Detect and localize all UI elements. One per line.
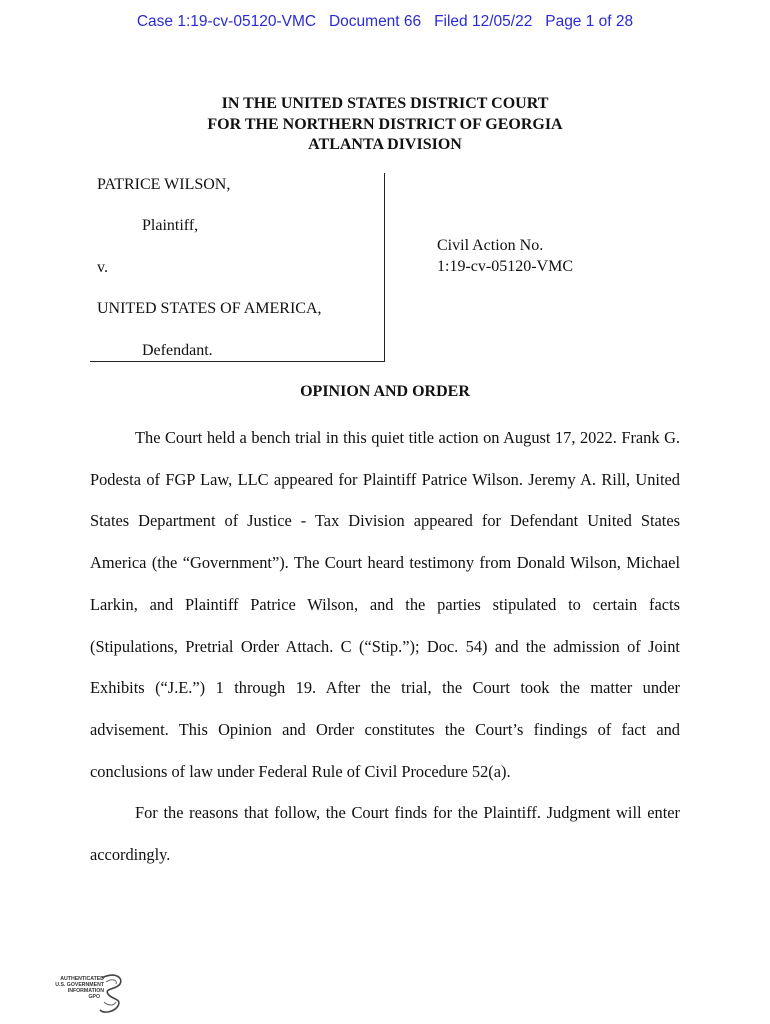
gpo-logo-line-2: U.S. GOVERNMENT [55, 982, 104, 988]
civil-action-number: 1:19-cv-05120-VMC [437, 258, 573, 275]
court-heading-line-1: IN THE UNITED STATES DISTRICT COURT [221, 95, 549, 112]
opinion-body [90, 417, 680, 876]
document-title: OPINION AND ORDER [300, 383, 470, 400]
court-heading-line-2: FOR THE NORTHERN DISTRICT OF GEORGIA [207, 115, 563, 133]
paragraph: For the reasons that follow, the Court finds for the Plaintiff. Judgment will enter accordingly. [90, 803, 680, 865]
gpo-logo-text [44, 976, 104, 1000]
defendant-role: Defendant. [142, 342, 213, 359]
case-header-stamp: Case 1:19-cv-05120-VMC Document 66 Filed 12/05/22 Page 1 of 28 [136, 13, 634, 30]
court-heading-line-3: ATLANTA DIVISION [308, 136, 462, 153]
plaintiff-name: PATRICE WILSON, [97, 176, 231, 193]
gpo-logo-line-4: GPO [88, 994, 100, 1000]
defendant-name: UNITED STATES OF AMERICA, [97, 300, 322, 317]
civil-action-label: Civil Action No. [437, 237, 544, 254]
plaintiff-role: Plaintiff, [142, 217, 199, 234]
gpo-authenticated-logo [44, 972, 136, 1016]
paragraph: The Court held a bench trial in this quiet title action on August 17, 2022. Frank G. Podesta of FGP Law, LLC appeared for Plaintiff Patrice Wilson. Jeremy A. Rill, United States Department of Justice - Tax Division appeared for Defendant United States America (the “Government”). The Court heard testimony from Donald Wilson, Michael Larkin, and Plaintiff Patrice Wilson, and the parties stipulated to certain facts (Stipulations, Pretrial Order Attach. C (“Stip.”); Doc. 54) and the admission of Joint Exhibits (“J.E.”) 1 through 19. After the trial, the Court took the matter under advisement. This Opinion and Order constitutes the Court’s findings of fact and conclusions of law under Federal Rule of Civil Procedure 52(a). [90, 428, 680, 781]
gpo-logo-line-1: AUTHENTICATED [60, 976, 104, 982]
court-heading [0, 94, 770, 156]
case-caption-parties [90, 173, 385, 362]
civil-action-block [437, 235, 573, 277]
versus-label: v. [97, 259, 108, 276]
gpo-logo-line-3: INFORMATION [67, 988, 104, 994]
eagle-icon [98, 972, 126, 1016]
